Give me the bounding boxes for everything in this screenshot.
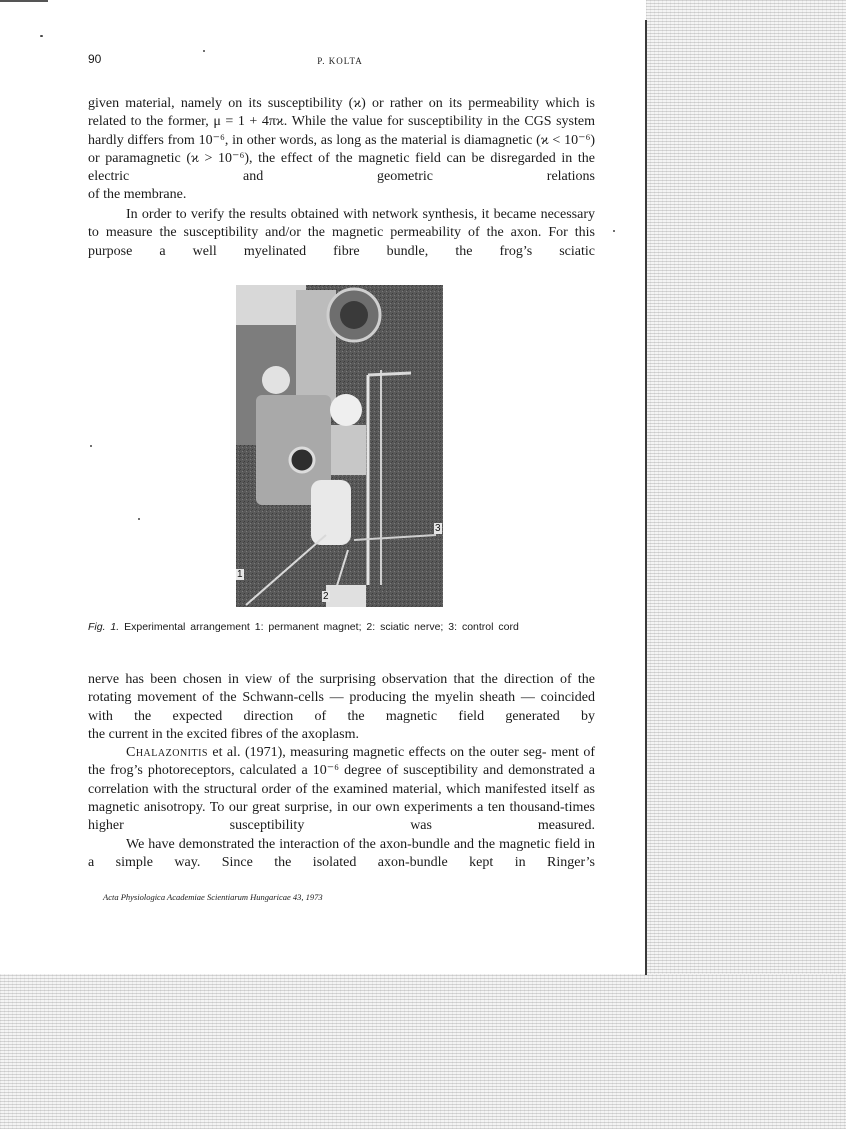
figure-number: Fig. 1. [88,621,120,633]
paragraph-3 [88,671,595,744]
text-line: of the rotating movement of the Schwann-cells — producing the myelin sheath [88,672,596,706]
scan-speck [138,518,140,520]
text-line: material is diamagnetic (ϰ < 10⁻⁶) or paramagnetic (ϰ > 10⁻⁶), the effect of [88,132,596,166]
text-line: et al. (1971), measuring magnetic effects on the outer seg- [208,745,547,760]
text-line: magnetic field in a simple way. Since the isolated axon-bundle kept in Ringer’s [88,837,596,871]
text-line: the magnetic field can be disregarded in the electric and geometric relations [88,150,596,185]
scan-speck [90,445,92,447]
figure-marker-3: 3 [435,523,441,534]
running-head: P. KOLTA [317,56,363,66]
cited-author: Chalazonitis [126,745,208,760]
scan-speck [203,50,205,52]
text-line: which is related to the former, μ = 1 + 4πϰ. While the value for susceptibility [88,96,595,130]
text-line: — coincided with the expected direction of the magnetic field generated by [88,690,596,724]
figure-caption-text: Experimental arrangement 1: permanent magnet; 2: sciatic nerve; 3: control cord [124,621,519,633]
text-line: in our own experiments a ten thousand-times higher susceptibility was measured. [88,799,596,834]
text-line: We have demonstrated the interaction of the axon-bundle and the [126,837,496,852]
text-line: in the CGS system hardly differs from 10⁻⁶, in other words, as long as the [88,114,596,148]
figure-marker-1: 1 [237,569,243,580]
photo-illustration [236,285,443,607]
scan-background-bottom [0,974,846,1129]
text-line: given material, namely on its susceptibility (ϰ) or rather on its permeability [88,96,540,111]
text-line: the axon. For this purpose a well myelinated fibre bundle, the frog’s sciatic [88,225,596,259]
paragraph-4 [88,744,595,835]
figure-marker-2: 2 [323,591,329,602]
paragraph-1 [88,95,595,205]
experimental-arrangement-photo [236,285,443,607]
text-line: In order to verify the results obtained with network synthesis, it became [126,207,537,222]
text-line: ment of the frog’s photoreceptors, calculated a 10⁻⁶ degree of susceptibility [88,745,596,779]
figure-caption [88,621,598,633]
paragraph-5 [88,836,595,873]
page-number: 90 [88,52,102,66]
text-line: material, which manifested itself as magnetic anisotropy. To our great surprise, [88,781,596,815]
text-line: nerve has been chosen in view of the surprising observation that the direction [88,672,554,687]
journal-footer: Acta Physiologica Academiae Scientiarum Hungaricae 43, 1973 [103,892,323,902]
scan-speck [613,230,615,232]
paragraph-2 [88,206,595,261]
scan-speck [40,35,43,37]
text-line: the current in the excited fibres of the axoplasm. [88,726,359,742]
text-line: of the membrane. [88,187,187,203]
text-line: necessary to measure the susceptibility and/or the magnetic permeability of [88,207,596,241]
text-line: and demonstrated a correlation with the structural order of the examined [88,763,595,797]
page-edge-shadow [645,20,647,975]
scan-top-mark [0,0,48,2]
scan-background-right [646,0,846,1129]
